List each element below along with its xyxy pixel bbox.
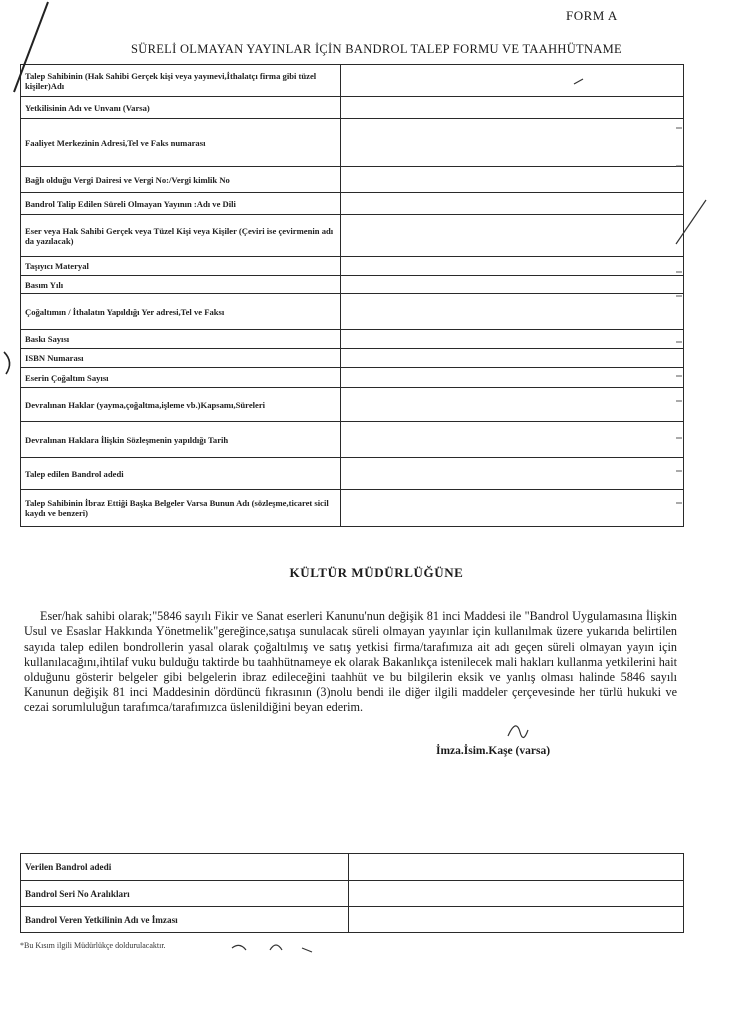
field-label-reproduction-place: Çoğaltımın / İthalatın Yapıldığı Yer adresi,Tel ve Faksı xyxy=(21,294,341,330)
table-row xyxy=(21,167,684,193)
form-code: FORM A xyxy=(566,8,618,23)
field-label-copy-count: Eserin Çoğaltım Sayısı xyxy=(21,368,341,388)
field-value-applicant-name[interactable] xyxy=(341,65,684,97)
office-value-issued-count[interactable] xyxy=(349,854,684,881)
field-value-carrier-material[interactable] xyxy=(341,257,684,276)
signature-scribble xyxy=(508,726,528,738)
footnote-squiggle xyxy=(232,945,312,952)
field-label-tax-info: Bağlı olduğu Vergi Dairesi ve Vergi No:/Vergi kimlik No xyxy=(21,167,341,193)
office-use-table xyxy=(20,853,684,933)
field-label-other-documents: Talep Sahibinin İbraz Ettiği Başka Belgeler Varsa Bunun Adı (sözleşme,ticaret sicil kaydı ve benzeri) xyxy=(21,490,341,527)
bracket-mark xyxy=(4,352,10,374)
office-label-serial-range: Bandrol Seri No Aralıkları xyxy=(21,881,349,907)
field-value-copy-count[interactable] xyxy=(341,368,684,388)
table-row xyxy=(21,330,684,349)
field-value-address[interactable] xyxy=(341,119,684,167)
field-value-publication-name[interactable] xyxy=(341,193,684,215)
table-row xyxy=(21,349,684,368)
field-value-other-documents[interactable] xyxy=(341,490,684,527)
table-row xyxy=(21,490,684,527)
declaration-text: Eser/hak sahibi olarak;"5846 sayılı Fikir ve Sanat eserleri Kanunu'nun değişik 81 inci Maddesi ile "Bandrol Uygulamasına İlişkin Usul ve Esaslar Hakkında Yönetmelik"gereğince,satışa sunulacak süreli olmayan yayınlar için kullanılmak üzere yukarıda belirtilen sayıda talep edilen bondrollerin yasal olarak çoğaltılmış ve satış yetkisi firma/tarafımıza ait adı geçen süreli olmayan yayın için kullanılacağını,ihtilaf vuku bulduğu taktirde bu taahhütnameye ek olarak Bakanlıkça istenilecek mali hakları kullanma yetkilerini hait olduğunu gösterir belgeler gibi belgelerin ibraz edileceğini taahhüt ve bu bilgilerin eksik ve yanlış olması halinde 5846 sayılı Kanunun değişik 81 inci Maddesinin dördüncü fıkrasının (3)nolu bendi ile diğer ilgili maddeler çerçevesinde her türlü hukuki ve cezai sorumluluğun tarafımca/tarafımızca üslenildiğini beyan ederim. xyxy=(24,609,677,715)
table-row xyxy=(21,119,684,167)
table-row xyxy=(21,215,684,257)
footnote: *Bu Kısım ilgili Müdürlükçe doldurulacaktır. xyxy=(20,941,166,950)
field-value-edition-count[interactable] xyxy=(341,330,684,349)
field-value-transferred-rights[interactable] xyxy=(341,388,684,422)
field-label-carrier-material: Taşıyıcı Materyal xyxy=(21,257,341,276)
field-label-requested-banderole-count: Talep edilen Bandrol adedi xyxy=(21,458,341,490)
office-label-issued-count: Verilen Bandrol adedi xyxy=(21,854,349,881)
table-row xyxy=(21,422,684,458)
table-row xyxy=(21,65,684,97)
field-label-contract-date: Devralınan Haklara İlişkin Sözleşmenin yapıldığı Tarih xyxy=(21,422,341,458)
signature-label: İmza.İsim.Kaşe (varsa) xyxy=(436,745,551,757)
field-label-authorized-person: Yetkilisinin Adı ve Unvanı (Varsa) xyxy=(21,97,341,119)
office-label-official-name: Bandrol Veren Yetkilinin Adı ve İmzası xyxy=(21,907,349,933)
request-table xyxy=(20,64,684,527)
field-label-publication-name: Bandrol Talip Edilen Süreli Olmayan Yayının :Adı ve Dili xyxy=(21,193,341,215)
field-value-contract-date[interactable] xyxy=(341,422,684,458)
table-row xyxy=(21,97,684,119)
table-row xyxy=(21,294,684,330)
table-row xyxy=(21,907,684,933)
field-label-transferred-rights: Devralınan Haklar (yayma,çoğaltma,işleme vb.)Kapsamı,Süreleri xyxy=(21,388,341,422)
field-value-print-year[interactable] xyxy=(341,276,684,294)
office-value-serial-range[interactable] xyxy=(349,881,684,907)
table-row xyxy=(21,276,684,294)
table-row xyxy=(21,458,684,490)
field-value-rights-holder[interactable] xyxy=(341,215,684,257)
field-label-applicant-name: Talep Sahibinin (Hak Sahibi Gerçek kişi veya yayınevi,İthalatçı firma gibi tüzel kişiler)Adı xyxy=(21,65,341,97)
field-value-authorized-person[interactable] xyxy=(341,97,684,119)
field-value-isbn[interactable] xyxy=(341,349,684,368)
office-value-official-name[interactable] xyxy=(349,907,684,933)
table-row xyxy=(21,854,684,881)
field-value-requested-banderole-count[interactable] xyxy=(341,458,684,490)
table-row xyxy=(21,193,684,215)
field-value-reproduction-place[interactable] xyxy=(341,294,684,330)
table-row xyxy=(21,388,684,422)
field-label-edition-count: Baskı Sayısı xyxy=(21,330,341,349)
field-label-isbn: ISBN Numarası xyxy=(21,349,341,368)
field-label-address: Faaliyet Merkezinin Adresi,Tel ve Faks numarası xyxy=(21,119,341,167)
field-label-print-year: Basım Yılı xyxy=(21,276,341,294)
table-row xyxy=(21,257,684,276)
table-row xyxy=(21,368,684,388)
field-value-tax-info[interactable] xyxy=(341,167,684,193)
declaration-heading: KÜLTÜR MÜDÜRLÜĞÜNE xyxy=(289,565,464,580)
field-label-rights-holder: Eser veya Hak Sahibi Gerçek veya Tüzel Kişi veya Kişiler (Çeviri ise çevirmenin adı da yazılacak) xyxy=(21,215,341,257)
table-row xyxy=(21,881,684,907)
form-title: SÜRELİ OLMAYAN YAYINLAR İÇİN BANDROL TALEP FORMU VE TAAHHÜTNAME xyxy=(131,42,622,56)
